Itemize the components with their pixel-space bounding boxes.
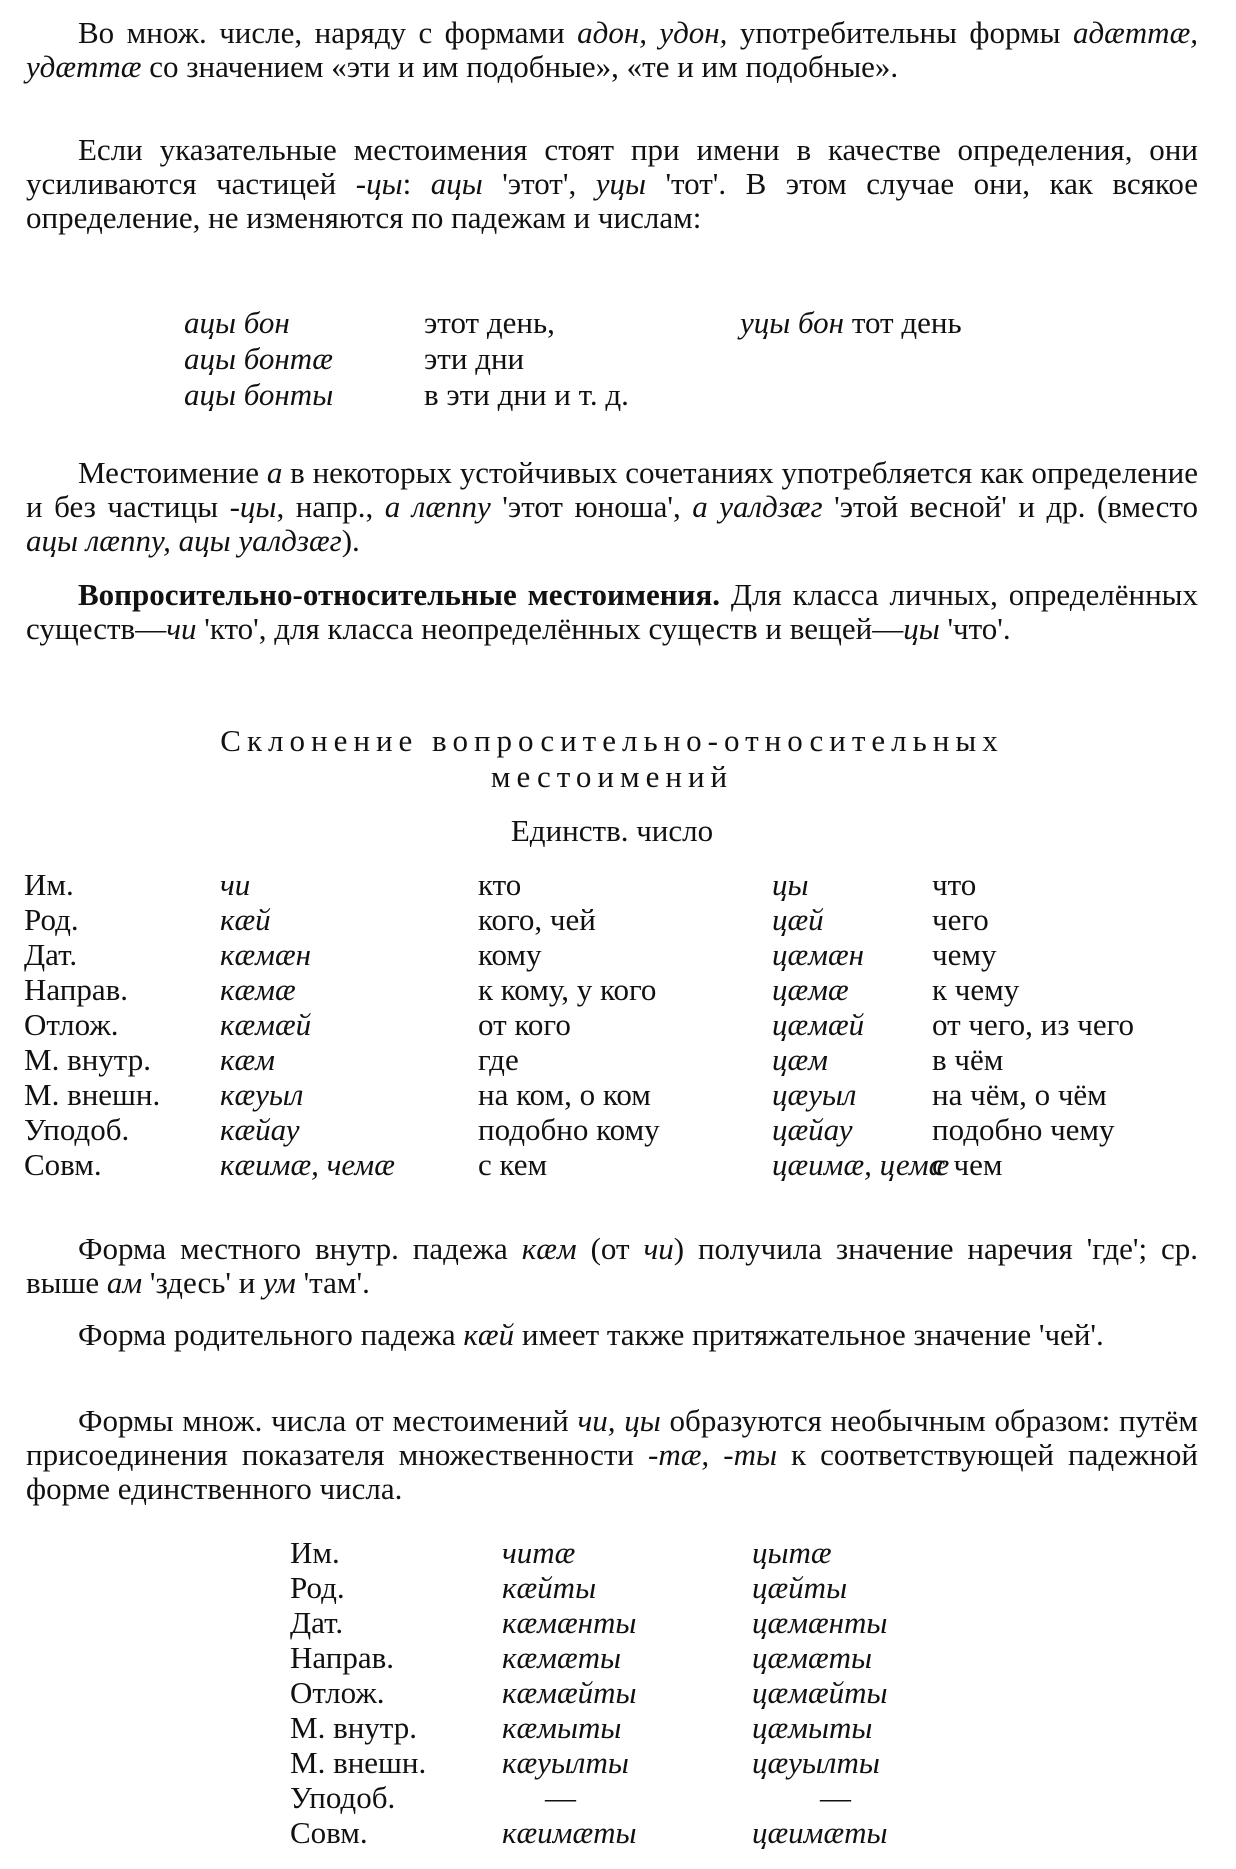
italic-form: читæ — [502, 1535, 576, 1570]
table-cell: Направ. — [24, 972, 128, 1007]
table-cell: кому — [478, 937, 542, 972]
italic-form: кæмæй — [220, 1007, 312, 1042]
italic-form: кæмæйты — [502, 1675, 637, 1710]
table-cell: подобно кому — [478, 1112, 660, 1147]
table-cell — [502, 1676, 637, 1710]
text: к соответствующей падежной форме единственного числа. — [26, 1437, 1199, 1506]
italic-form: цæмæйты — [752, 1675, 888, 1710]
italic-form: кæмæн — [220, 937, 312, 972]
table-row — [0, 903, 1236, 938]
example-gloss: этот день, — [424, 305, 555, 340]
table-cell — [184, 378, 333, 412]
table-cell — [740, 306, 962, 340]
table-cell — [220, 1148, 395, 1182]
table-cell — [752, 1641, 872, 1675]
table-cell: М. внутр. — [290, 1710, 417, 1745]
table-cell — [220, 903, 271, 937]
example-form: ацы бонтæ — [184, 341, 333, 376]
table-cell — [502, 1746, 629, 1780]
example-form: ацы бонты — [184, 377, 334, 412]
italic-term: ацы — [430, 166, 483, 201]
table-cell — [752, 1606, 887, 1640]
table-row — [0, 973, 1236, 1008]
italic-term: цы — [903, 611, 940, 646]
italic-term: а — [266, 455, 283, 490]
italic-form: кæуылты — [502, 1745, 629, 1780]
table-cell: с кем — [478, 1147, 548, 1182]
table-cell: Отлож. — [290, 1675, 385, 1710]
table-row — [0, 1571, 1236, 1606]
table-cell: Направ. — [290, 1640, 394, 1675]
italic-term: ацы лæппу, ацы уалдзæг — [26, 523, 342, 558]
italic-form: кæм — [220, 1042, 275, 1077]
table-cell: Род. — [24, 902, 79, 937]
paragraph-interrogatives — [26, 578, 1198, 646]
text: 'здесь' и — [142, 1265, 264, 1300]
italic-form: кæмæты — [502, 1640, 622, 1675]
italic-term: ум — [263, 1265, 296, 1300]
example-gloss: в эти дни и т. д. — [424, 377, 629, 412]
italic-form: цæйты — [752, 1570, 848, 1605]
text: 'этой весной' и др. (вместо — [822, 489, 1198, 524]
table-cell: с чем — [932, 1147, 1003, 1182]
italic-term: чи — [643, 1231, 674, 1266]
table-row — [0, 1606, 1236, 1641]
italic-term: -тæ, -ты — [648, 1437, 777, 1472]
table-row — [0, 1008, 1236, 1043]
text: (от — [576, 1231, 644, 1266]
table-row — [0, 1536, 1236, 1571]
table-cell: Отлож. — [24, 1007, 119, 1042]
italic-form: цæмæ — [772, 972, 849, 1007]
table-cell — [220, 1008, 311, 1042]
italic-form: цæимæ, цемæ — [772, 1147, 950, 1182]
text: Форма местного внутр. падежа — [78, 1231, 522, 1266]
text: 'там'. — [295, 1265, 370, 1300]
italic-term: уцы — [595, 166, 646, 201]
table-cell: кого, чей — [478, 902, 596, 937]
italic-form: кæмыты — [502, 1710, 622, 1745]
text: образуются необычным образом: путём присоединения показателя множественности — [26, 1403, 1198, 1472]
text: употребительны формы — [727, 15, 1073, 50]
table-cell: М. внешн. — [290, 1745, 427, 1780]
example-form: уцы бон — [740, 305, 845, 340]
table-cell: на чём, о чём — [932, 1077, 1107, 1112]
table-cell: чего — [932, 902, 989, 937]
table-row — [0, 1043, 1236, 1078]
italic-term: ам — [106, 1265, 143, 1300]
table-cell — [752, 1816, 888, 1850]
bold-heading: Вопросительно-относительные местоимения. — [78, 577, 720, 612]
table-cell — [752, 1571, 847, 1605]
table-row — [0, 1711, 1236, 1746]
table-cell: что — [932, 867, 977, 902]
table-cell: от чего, из чего — [932, 1007, 1135, 1042]
table-row — [0, 1781, 1236, 1816]
text: Для класса личных, определённых существ— — [26, 577, 1198, 646]
table-cell: — — [820, 1780, 851, 1815]
table-cell — [220, 1113, 300, 1147]
text: ) получила значение наречия 'где'; ср. выше — [26, 1231, 1198, 1300]
table-cell — [772, 1008, 864, 1042]
table-row — [0, 1746, 1236, 1781]
text: Если указательные местоимения стоят при имени в качестве определения, они усиливаются частицей — [26, 132, 1198, 201]
table-cell — [502, 1711, 621, 1745]
table-cell — [502, 1606, 636, 1640]
table-cell: Совм. — [24, 1147, 102, 1182]
text: в некоторых устойчивых сочетаниях употребляется как определение и без частицы — [26, 455, 1198, 524]
italic-term: -цы — [355, 166, 403, 201]
italic-form: цæмæнты — [752, 1605, 888, 1640]
table-cell — [772, 973, 849, 1007]
table-cell: в чём — [932, 1042, 1004, 1077]
table-cell — [772, 868, 809, 902]
table-cell: Им. — [290, 1535, 340, 1570]
table-cell — [772, 1113, 853, 1147]
text: 'кто', для класса неопределённых существ и вещей— — [196, 611, 904, 646]
table-cell: кто — [478, 867, 522, 902]
italic-term: адæттæ, удæттæ — [26, 15, 1198, 84]
table-row — [0, 1113, 1236, 1148]
table-cell: Дат. — [24, 937, 78, 972]
table-cell: Дат. — [290, 1605, 344, 1640]
text: имеет также притяжательное значение 'чей'. — [514, 1317, 1104, 1352]
table-cell: где — [478, 1042, 519, 1077]
example-gloss: тот день — [851, 305, 962, 340]
paragraph-demonstratives — [26, 133, 1198, 235]
italic-term: чи, цы — [577, 1403, 661, 1438]
text: Местоимение — [78, 455, 267, 490]
text: со значением «эти и им подобные», «те и им подобные». — [141, 49, 899, 84]
text: : — [402, 166, 431, 201]
table-cell: подобно чему — [932, 1112, 1115, 1147]
table-cell — [752, 1711, 872, 1745]
table-cell — [502, 1536, 575, 1570]
italic-form: кæмæ — [220, 972, 296, 1007]
table-cell — [220, 1078, 303, 1112]
italic-form: цæм — [772, 1042, 828, 1077]
italic-form: кæимæты — [502, 1815, 637, 1850]
italic-form: цытæ — [752, 1535, 832, 1570]
italic-form: цæуылты — [752, 1745, 880, 1780]
table-cell — [752, 1676, 888, 1710]
section-title: местоимений — [490, 759, 734, 794]
italic-term: -цы — [229, 489, 277, 524]
table-cell — [772, 1148, 949, 1182]
italic-form: цæуыл — [772, 1077, 857, 1112]
table-cell — [772, 938, 864, 972]
table-row — [0, 1641, 1236, 1676]
italic-form: кæмæнты — [502, 1605, 637, 1640]
text: Форма родительного падежа — [78, 1317, 464, 1352]
table-cell: Совм. — [290, 1815, 368, 1850]
table-cell — [184, 306, 290, 340]
italic-term: чи — [166, 611, 197, 646]
text: ). — [341, 523, 360, 558]
example-gloss: эти дни — [424, 341, 525, 376]
table-cell — [220, 973, 296, 1007]
section-title: Склонение вопросительно-относительных — [220, 723, 1004, 758]
table-cell: Им. — [24, 867, 74, 902]
table-cell: Уподоб. — [24, 1112, 130, 1147]
table-cell: чему — [932, 937, 997, 972]
italic-form: цæмæн — [772, 937, 865, 972]
italic-term: кæй — [463, 1317, 515, 1352]
italic-form: цæй — [772, 902, 824, 937]
table-cell: к чему — [932, 972, 1020, 1007]
table-cell — [772, 1078, 856, 1112]
italic-form: цæимæты — [752, 1815, 888, 1850]
table-cell — [502, 1816, 637, 1850]
italic-form: кæй — [220, 902, 271, 937]
italic-form: цæмыты — [752, 1710, 873, 1745]
italic-form: цæмæты — [752, 1640, 873, 1675]
text: Во множ. числе, наряду с формами — [78, 15, 578, 50]
table-row — [0, 868, 1236, 903]
italic-form: кæимæ, чемæ — [220, 1147, 395, 1182]
example-form: ацы бон — [184, 305, 290, 340]
italic-form: кæуыл — [220, 1077, 304, 1112]
table-cell — [752, 1536, 832, 1570]
table-cell: от кого — [478, 1007, 571, 1042]
table-cell — [220, 868, 250, 902]
table-cell — [752, 1746, 880, 1780]
table-row — [0, 1816, 1236, 1851]
italic-term: кæм — [521, 1231, 577, 1266]
text: 'этот', — [482, 166, 596, 201]
paragraph-plural-forms — [26, 16, 1198, 84]
table-cell: — — [545, 1780, 576, 1815]
table-cell: Род. — [290, 1570, 345, 1605]
italic-term: адон, удон, — [577, 15, 728, 50]
table-cell — [184, 342, 333, 376]
table-row — [0, 1148, 1236, 1183]
table-cell: на ком, о ком — [478, 1077, 651, 1112]
table-cell — [220, 1043, 275, 1077]
italic-term: а уалдзæг — [692, 489, 823, 524]
paragraph-locative-form — [26, 1232, 1198, 1300]
table-cell — [772, 903, 824, 937]
italic-form: кæйау — [220, 1112, 300, 1147]
text: , напр., — [276, 489, 385, 524]
table-cell: М. внешн. — [24, 1077, 161, 1112]
italic-form: кæйты — [502, 1570, 597, 1605]
text: 'тот'. В этом случае они, как всякое определение, не изменяются по падежам и числам: — [26, 166, 1198, 235]
table-row — [0, 1676, 1236, 1711]
table-cell — [502, 1571, 596, 1605]
italic-form: чи — [220, 867, 251, 902]
table-cell: Уподоб. — [290, 1780, 396, 1815]
paragraph-genitive-form — [26, 1318, 1198, 1352]
text: 'что'. — [939, 611, 1011, 646]
text: Формы множ. числа от местоимений — [78, 1403, 578, 1438]
paragraph-pronoun-a — [26, 456, 1198, 558]
paragraph-plural-formation — [26, 1404, 1198, 1506]
table-cell — [772, 1043, 828, 1077]
italic-term: а лæппу — [384, 489, 491, 524]
table-cell: к кому, у кого — [478, 972, 657, 1007]
table-cell — [502, 1641, 621, 1675]
text: 'этот юноша', — [490, 489, 693, 524]
italic-form: цæмæй — [772, 1007, 865, 1042]
table-cell — [220, 938, 311, 972]
section-subtitle: Единств. число — [510, 813, 714, 848]
table-cell: М. внутр. — [24, 1042, 151, 1077]
italic-form: цæйау — [772, 1112, 853, 1147]
table-row — [0, 938, 1236, 973]
table-row — [0, 1078, 1236, 1113]
italic-form: цы — [772, 867, 809, 902]
